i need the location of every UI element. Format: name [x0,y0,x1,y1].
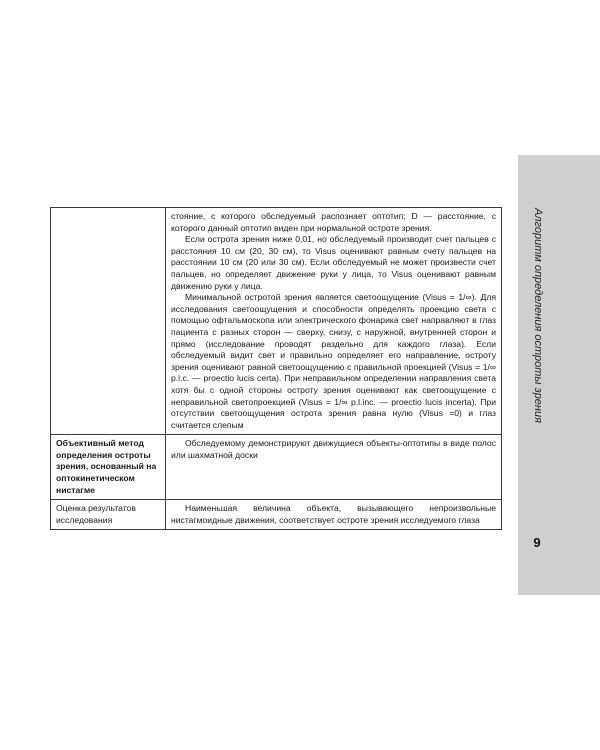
row1-label-cell [51,208,166,435]
row3-text-cell [166,500,502,530]
row3-label-cell: Оценка результатов исследования [51,500,166,530]
table-row [51,208,502,435]
paragraph: Минимальной остротой зрения является светоощущение (Visus = 1/∞). Для исследования светоощущения и способности определять проекцию света с помощью офтальмоскопа или электрического фонарика свет направляют в глаз пациента с разных сторон — сверху, снизу, с наружной, внутренней сторон и прямо (исследование проводят раздельно для каждого глаза). Если обследуемый видит свет и правильно определяет его направление, остроту зрения оценивают равной светоощущению с правильной проекцией (Visus = 1/∞ p.l.c. — proectio lucis certa). При неправильном определении направления света хотя бы с одной стороны остроту зрения оценивают как светоощущение с неправильной светопроекцией (Visus = 1/∞ p.l.inc. — proectio lucis incerta). При отсутствии светоощущения острота зрения равна нулю (Visus =0) и глаз считается слепым [171,292,496,430]
paragraph: Если острота зрения ниже 0,01, но обследуемый производит счет пальцев с расстояния 10 см (20, 30 см), то Visus оценивают равным счету пальцев на расстоянии 10 см (20 или 30 см). Если обследуемый не может произвести счет пальцев, но определяет движение руки у лица, то Visus оценивают равным движению руки у лица. [171,234,496,291]
paragraph: Обследуемому демонстрируют движущиеся объекты-оптотипы в виде полос или шахматной доски [171,438,496,460]
content-table [50,207,502,530]
page-number: 9 [533,535,541,550]
table-row [51,500,502,530]
table-row [51,435,502,500]
row2-text-cell [166,435,502,500]
row1-text-cell [166,208,502,435]
running-head: Алгоритм определения остроты зрения [532,208,544,423]
paragraph: Наименьшая величина объекта, вызывающего непроизвольные нистагмоидные движения, соответствует остроте зрения исследуемого глаза [171,503,496,525]
row2-label-cell: Объективный метод определения остроты зрения, основанный на оптокинетическом нистагме [51,435,166,500]
paragraph: стояние, с которого обследуемый распознает оптотип; D — расстояние, с которого данный оптотип виден при нормальной остроте зрения. [171,211,496,233]
